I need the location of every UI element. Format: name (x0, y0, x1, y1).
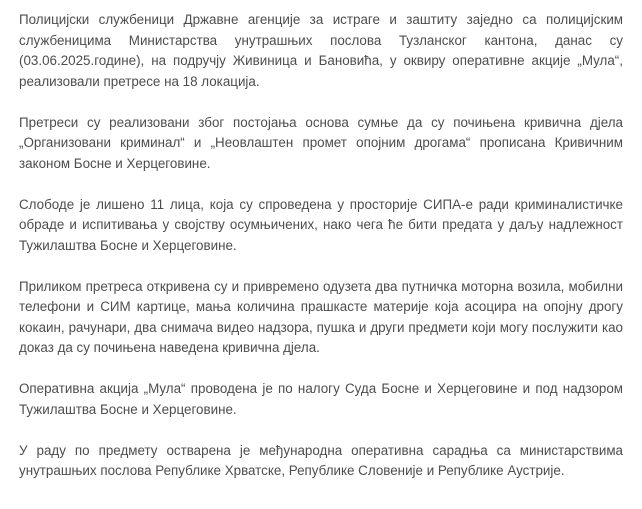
paragraph-seized-items: Приликом претреса откривена су и привремено одузета два путничка моторна возила, мобилни телефони и СИМ картице, мања количина прашкасте материје која асоцира на опојну дрогу кокаин, рачунари, два снимача видео надзора, пушка и други предмети који могу послужити као доказ да су почињена наведена кривична дјела. (19, 278, 623, 355)
paragraph-international-cooperation: У раду по предмету остварена је међународна оперативна сарадња са министарствима унутрашњих послова Републике Хрватске, Републике Словеније и Републике Аустрије. (19, 442, 623, 478)
paragraph-searches-announcement: Полицијски службеници Државне агенције за истраге и заштиту заједно са полицијским службеницима Министарства унутрашњих послова Тузланског кантона, данас су (03.06.2025.године), на подручју Живиница и Бановића, у оквиру оперативне акције „Мула“, реализовали претресе на 18 локација. (19, 12, 623, 89)
paragraph-grounds-for-suspicion: Претреси су реализовани због постојања основа сумње да су почињена кривична дјела „Организовани криминал“ и „Неовлаштен промет опојним дрогама“ прописана Кривичним законом Босне и Херцеговине. (19, 114, 623, 171)
paragraph-court-order: Оперативна акција „Мула“ проводена је по налогу Суда Босне и Херцеговине и под надзором Тужилаштва Босне и Херцеговине. (19, 381, 623, 417)
paragraph-arrests: Слободе је лишено 11 лица, која су спроведена у просторије СИПА-е ради криминалистичке обраде и испитивања у својству осумњичених, нако чега ће бити предата у даљу надлежност Тужилаштва Босне и Херцеговине. (19, 196, 623, 253)
